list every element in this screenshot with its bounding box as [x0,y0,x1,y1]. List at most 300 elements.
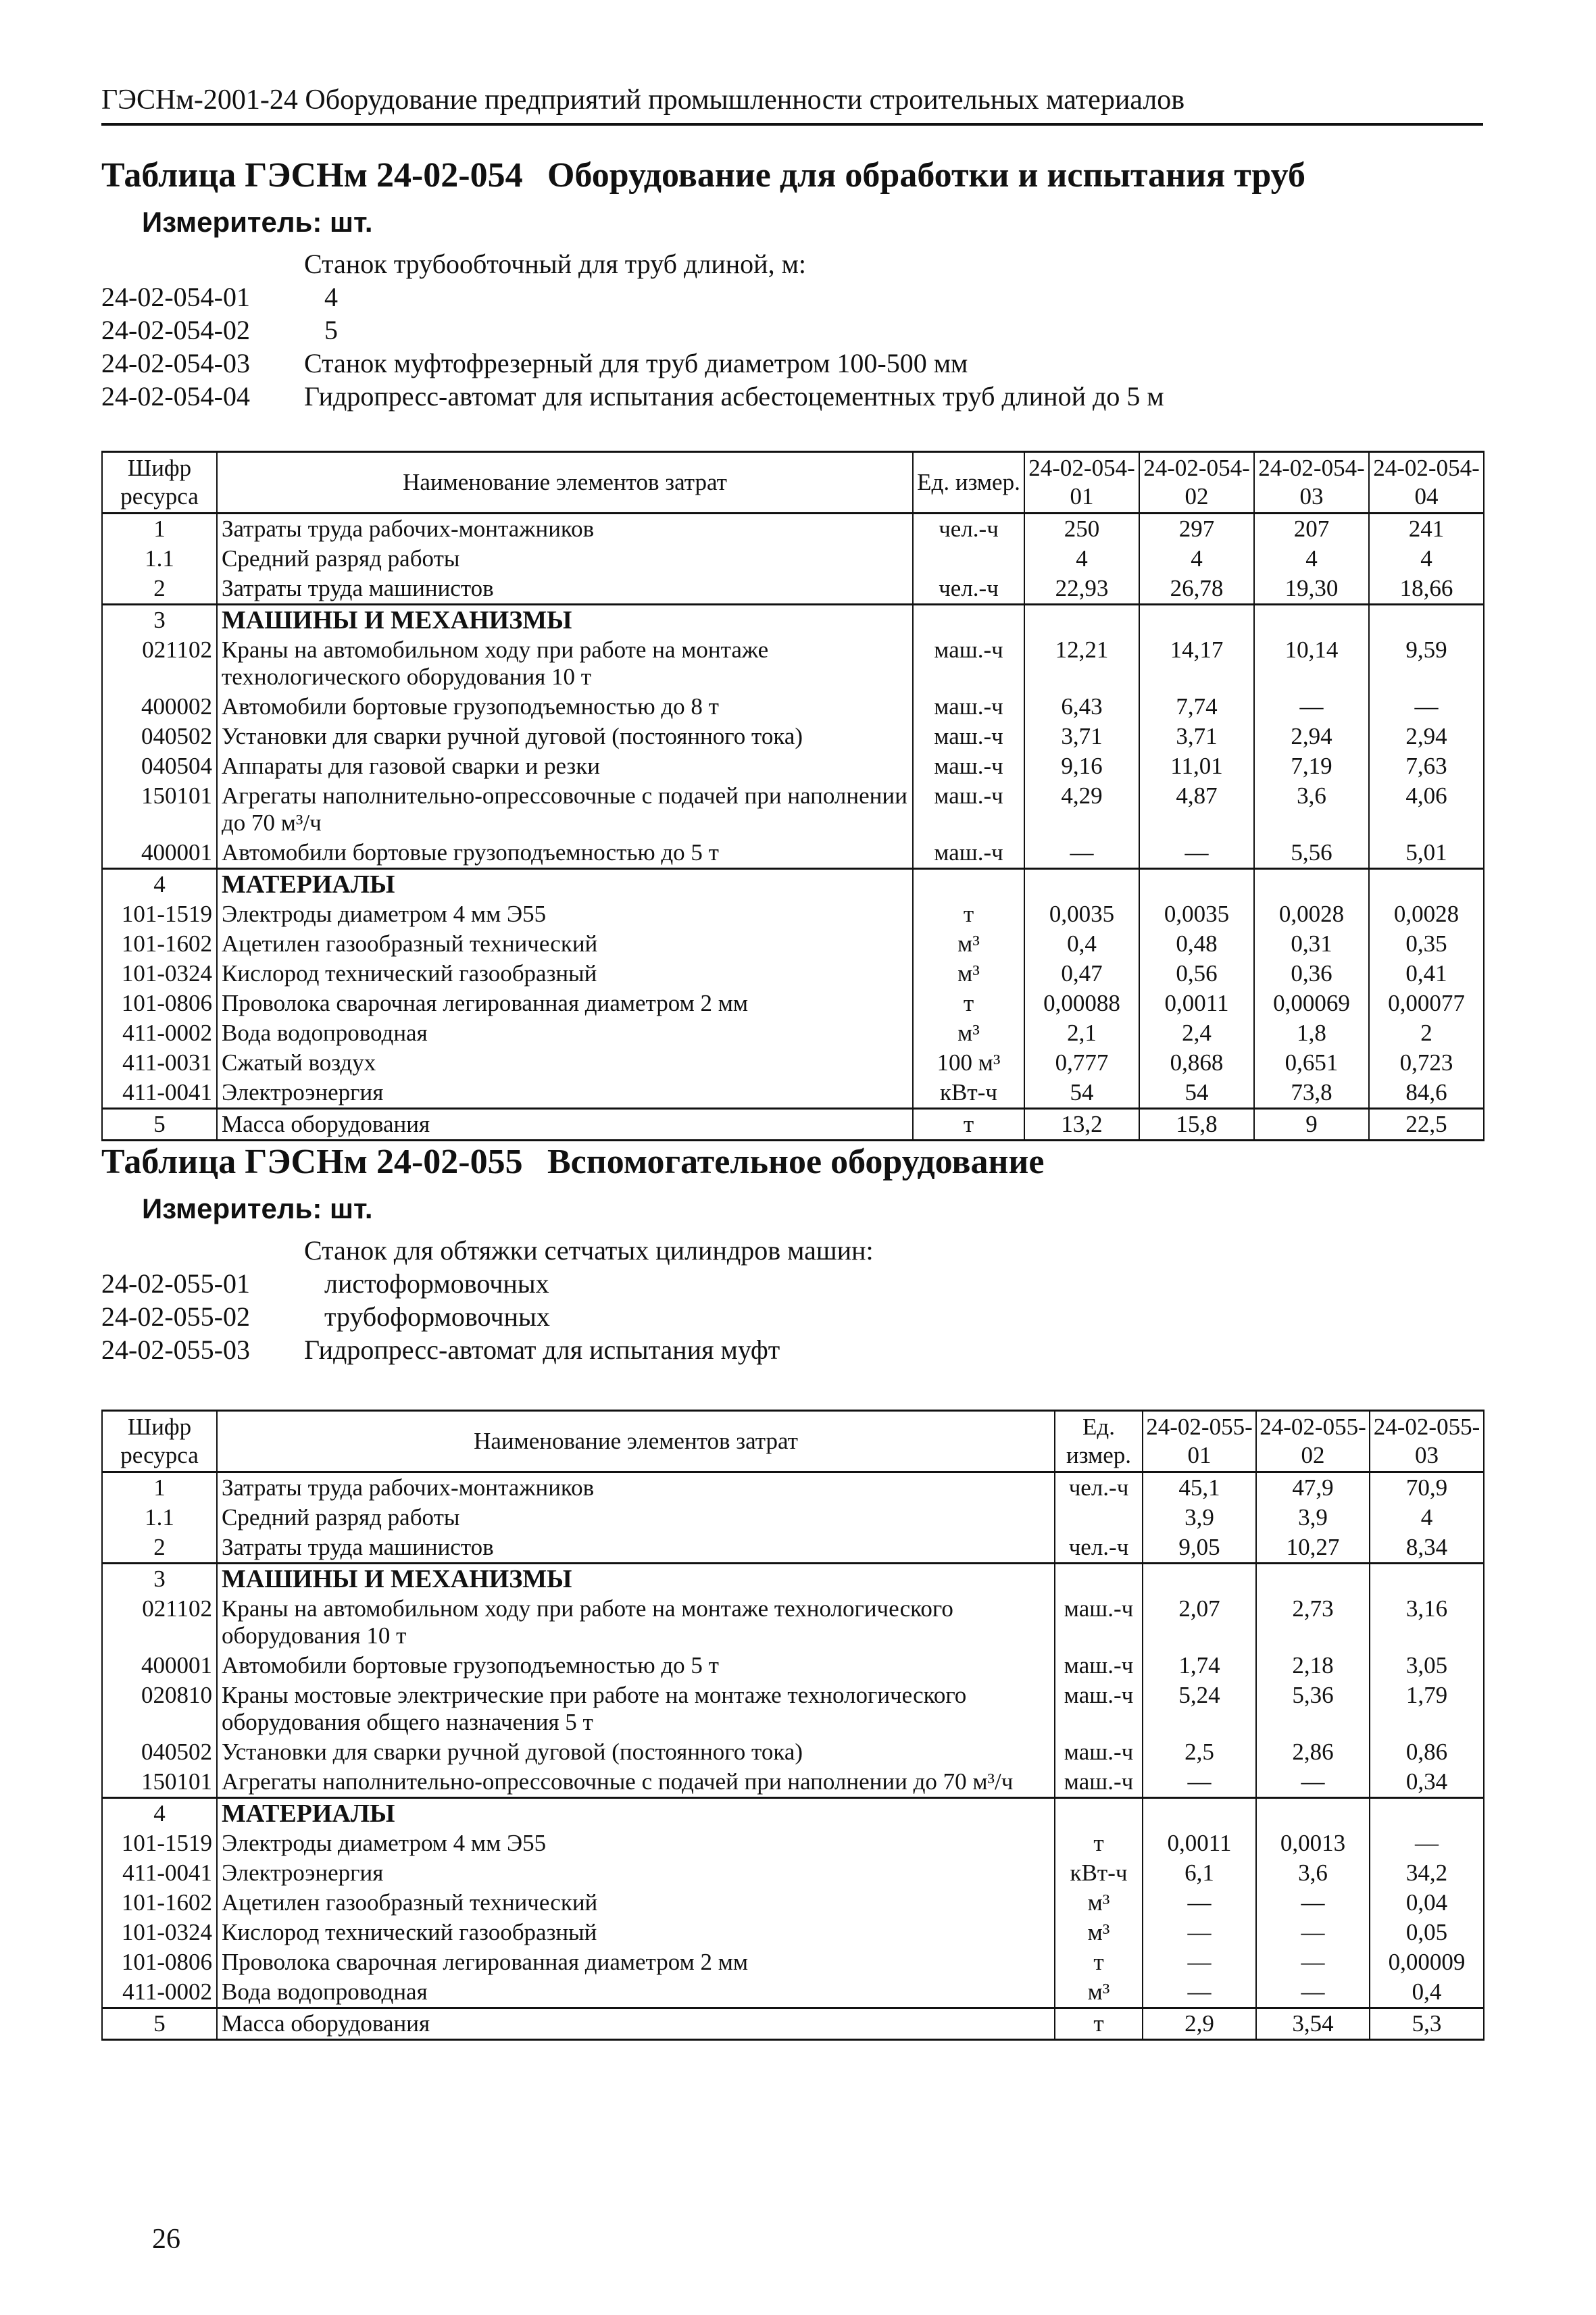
unit-of-measure: м³ [1055,1918,1143,1947]
norm-value: 2,18 [1256,1651,1370,1681]
variant-list [101,1234,1483,1366]
cost-element-name: Краны на автомобильном ходу при работе на монтаже технологического оборудования 10 т [217,1594,1055,1651]
variant-row [101,1333,1483,1366]
unit-line: Измеритель: шт. [142,1193,373,1224]
norm-value: 26,78 [1139,574,1254,605]
table-row [102,989,1484,1018]
cost-element-name: Автомобили бортовые грузоподъемностью до 5 т [217,1651,1055,1681]
norm-value: — [1370,1828,1484,1858]
resource-code: 1 [102,514,217,545]
norm-value: 2,73 [1256,1594,1370,1651]
cost-element-name: Автомобили бортовые грузоподъемностью до 5 т [217,838,913,869]
resource-code: 411-0041 [102,1078,217,1109]
cost-element-name: Вода водопроводная [217,1018,913,1048]
section-table-055 [101,1135,1483,2041]
unit-of-measure: т [1055,1828,1143,1858]
cost-table-055 [101,1410,1485,2041]
norm-value: 0,31 [1254,929,1369,959]
variant-text: Станок для обтяжки сетчатых цилиндров машин: [304,1235,874,1266]
norm-value [1256,1798,1370,1829]
resource-code: 1.1 [102,544,217,574]
cost-element-name: Электроэнергия [217,1858,1055,1888]
unit-of-measure [913,869,1024,900]
table-row [102,1472,1484,1503]
resource-code: 020810 [102,1681,217,1737]
norm-value: 11,01 [1139,751,1254,781]
resource-code: 400002 [102,692,217,722]
norm-value: — [1256,1767,1370,1798]
resource-code: 101-0806 [102,989,217,1018]
norm-value: — [1143,1947,1256,1977]
norm-value [1254,605,1369,636]
variant-row [101,1234,1483,1267]
unit-of-measure: т [913,989,1024,1018]
norm-value: 47,9 [1256,1472,1370,1503]
norm-value [1370,1798,1484,1829]
col-header-variant: 24-02-055-03 [1370,1411,1484,1472]
norm-value [1139,869,1254,900]
table-row [102,1594,1484,1651]
norm-value: 2,9 [1143,2008,1256,2040]
norm-value: 3,9 [1256,1503,1370,1533]
norm-value: 2,94 [1369,722,1484,751]
table-row [102,2008,1484,2040]
norm-value: 22,93 [1024,574,1139,605]
unit-of-measure: маш.-ч [913,692,1024,722]
cost-element-name: Ацетилен газообразный технический [217,929,913,959]
table-code-title: Таблица ГЭСНм 24-02-055 [101,1143,523,1181]
norm-value: 0,0013 [1256,1828,1370,1858]
norm-value [1256,1564,1370,1595]
norm-value: 2,86 [1256,1737,1370,1767]
table-row [102,959,1484,989]
cost-element-name: Установки для сварки ручной дуговой (постоянного тока) [217,722,913,751]
norm-value: 0,868 [1139,1048,1254,1078]
table-code-title: Таблица ГЭСНм 24-02-054 [101,156,523,195]
cost-element-name: Кислород технический газообразный [217,1918,1055,1947]
unit-of-measure [913,605,1024,636]
resource-code: 2 [102,1533,217,1564]
cost-element-name: МАТЕРИАЛЫ [217,869,913,900]
table-row [102,1018,1484,1048]
norm-value: 1,79 [1370,1681,1484,1737]
table-body [102,514,1484,1141]
unit-of-measure: маш.-ч [913,722,1024,751]
norm-value: — [1256,1977,1370,2008]
variant-text: Гидропресс-автомат для испытания муфт [304,1335,780,1365]
section-table-054 [101,149,1483,1141]
unit-of-measure: маш.-ч [1055,1681,1143,1737]
cost-element-name: МАТЕРИАЛЫ [217,1798,1055,1829]
col-header-variant: 24-02-055-02 [1256,1411,1370,1472]
table-row [102,929,1484,959]
col-header-variant: 24-02-055-01 [1143,1411,1256,1472]
norm-value: 2,1 [1024,1018,1139,1048]
resource-code: 4 [102,1798,217,1829]
variant-row [101,380,1483,413]
norm-value: 0,0035 [1139,899,1254,929]
col-header-variant: 24-02-054-02 [1139,452,1254,514]
norm-value: 0,0028 [1369,899,1484,929]
norm-value: 7,74 [1139,692,1254,722]
norm-value: 241 [1369,514,1484,545]
table-row [102,1888,1484,1918]
col-header-variant: 24-02-054-01 [1024,452,1139,514]
norm-value: 0,00077 [1369,989,1484,1018]
variant-row [101,280,1483,314]
unit-of-measure: маш.-ч [1055,1594,1143,1651]
resource-code: 021102 [102,1594,217,1651]
norm-value: 2,4 [1139,1018,1254,1048]
norm-value: 4 [1024,544,1139,574]
variant-row [101,1300,1483,1333]
resource-code: 101-1602 [102,929,217,959]
cost-element-name: Краны мостовые электрические при работе на монтаже технологического оборудования общего назначения 5 т [217,1681,1055,1737]
norm-value: — [1143,1977,1256,2008]
resource-code: 3 [102,605,217,636]
norm-value: 0,47 [1024,959,1139,989]
cost-element-name: Агрегаты наполнительно-опрессовочные с подачей при наполнении до 70 м³/ч [217,1767,1055,1798]
norm-value [1143,1798,1256,1829]
resource-code: 5 [102,2008,217,2040]
variant-code [101,247,304,280]
variant-code: 24-02-055-02 [101,1301,250,1332]
variant-row [101,347,1483,380]
resource-code: 1.1 [102,1503,217,1533]
col-header-name: Наименование элементов затрат [217,452,913,514]
variant-code: 24-02-055-01 [101,1268,250,1299]
table-row [102,1048,1484,1078]
table-title [101,149,1483,203]
table-row [102,781,1484,838]
unit-of-measure [1055,1564,1143,1595]
table-row [102,899,1484,929]
norm-value [1024,605,1139,636]
unit-line: Измеритель: шт. [142,206,373,238]
cost-element-name: Вода водопроводная [217,1977,1055,2008]
norm-value: 0,0011 [1139,989,1254,1018]
norm-value: — [1024,838,1139,869]
col-header-unit: Ед. измер. [913,452,1024,514]
norm-value: 19,30 [1254,574,1369,605]
norm-value: 207 [1254,514,1369,545]
table-row [102,1651,1484,1681]
table-row [102,1977,1484,2008]
cost-element-name: Электроды диаметром 4 мм Э55 [217,899,913,929]
norm-value: 18,66 [1369,574,1484,605]
norm-value: 0,48 [1139,929,1254,959]
norm-value: 54 [1024,1078,1139,1109]
norm-value: 2,94 [1254,722,1369,751]
table-row [102,1798,1484,1829]
resource-code: 400001 [102,1651,217,1681]
unit-of-measure: маш.-ч [913,781,1024,838]
norm-value: 3,54 [1256,2008,1370,2040]
variant-list [101,247,1483,413]
unit-of-measure: м³ [913,959,1024,989]
norm-value: 297 [1139,514,1254,545]
norm-value: 0,04 [1370,1888,1484,1918]
norm-value: 0,86 [1370,1737,1484,1767]
norm-value: 5,56 [1254,838,1369,869]
unit-of-measure: чел.-ч [1055,1472,1143,1503]
norm-value: 34,2 [1370,1858,1484,1888]
table-row [102,635,1484,692]
norm-value: 0,41 [1369,959,1484,989]
col-header-variant: 24-02-054-04 [1369,452,1484,514]
norm-value: 0,723 [1369,1048,1484,1078]
norm-value: 0,36 [1254,959,1369,989]
table-row [102,544,1484,574]
unit-of-measure: чел.-ч [913,574,1024,605]
unit-of-measure: м³ [1055,1977,1143,2008]
norm-value: 0,35 [1369,929,1484,959]
norm-value: 0,651 [1254,1048,1369,1078]
cost-element-name: Затраты труда машинистов [217,574,913,605]
variant-row [101,247,1483,280]
cost-element-name: Установки для сварки ручной дуговой (постоянного тока) [217,1737,1055,1767]
norm-value: 4 [1254,544,1369,574]
cost-element-name: Средний разряд работы [217,1503,1055,1533]
norm-value: 9,05 [1143,1533,1256,1564]
norm-value [1370,1564,1484,1595]
variant-code: 24-02-054-02 [101,315,250,345]
unit-of-measure: т [1055,1947,1143,1977]
resource-code: 101-0324 [102,1918,217,1947]
norm-value: 9,59 [1369,635,1484,692]
norm-value: 3,71 [1024,722,1139,751]
norm-value: 0,00069 [1254,989,1369,1018]
unit-of-measure: маш.-ч [1055,1651,1143,1681]
norm-value: 0,777 [1024,1048,1139,1078]
resource-code: 411-0041 [102,1858,217,1888]
norm-value: 0,05 [1370,1918,1484,1947]
norm-value: 10,27 [1256,1533,1370,1564]
norm-value: — [1256,1888,1370,1918]
norm-value: 4 [1369,544,1484,574]
norm-value: 15,8 [1139,1109,1254,1141]
unit-of-measure: маш.-ч [1055,1767,1143,1798]
norm-value: 3,71 [1139,722,1254,751]
table-row [102,1564,1484,1595]
norm-value: 9,16 [1024,751,1139,781]
table-row [102,838,1484,869]
norm-value: 0,4 [1370,1977,1484,2008]
table-row [102,574,1484,605]
table-row [102,1503,1484,1533]
table-row [102,1918,1484,1947]
unit-of-measure [1055,1503,1143,1533]
unit-of-measure: маш.-ч [913,635,1024,692]
table-row [102,722,1484,751]
norm-value: 1,74 [1143,1651,1256,1681]
cost-table-054 [101,451,1485,1141]
unit-of-measure: чел.-ч [913,514,1024,545]
variant-code: 24-02-054-04 [101,381,250,412]
cost-element-name: Кислород технический газообразный [217,959,913,989]
variant-code: 24-02-054-03 [101,348,250,378]
variant-text: листоформовочных [324,1268,549,1299]
norm-value: 3,9 [1143,1503,1256,1533]
norm-value: 4,06 [1369,781,1484,838]
unit-of-measure: т [913,1109,1024,1141]
table-row [102,1078,1484,1109]
norm-value: 0,0011 [1143,1828,1256,1858]
unit-of-measure: маш.-ч [913,838,1024,869]
norm-value: 9 [1254,1109,1369,1141]
norm-value: — [1139,838,1254,869]
cost-element-name: Затраты труда рабочих-монтажников [217,1472,1055,1503]
table-row [102,1533,1484,1564]
unit-of-measure: маш.-ч [913,751,1024,781]
unit-of-measure: чел.-ч [1055,1533,1143,1564]
cost-element-name: МАШИНЫ И МЕХАНИЗМЫ [217,605,913,636]
norm-value: 10,14 [1254,635,1369,692]
table-row [102,1858,1484,1888]
table-body [102,1472,1484,2040]
resource-code: 101-1519 [102,899,217,929]
unit-of-measure [1055,1798,1143,1829]
norm-value: 3,6 [1256,1858,1370,1888]
cost-element-name: Средний разряд работы [217,544,913,574]
unit-of-measure: кВт-ч [1055,1858,1143,1888]
resource-code: 411-0002 [102,1977,217,2008]
cost-element-name: Ацетилен газообразный технический [217,1888,1055,1918]
norm-value: 4,29 [1024,781,1139,838]
norm-value: 73,8 [1254,1078,1369,1109]
norm-value: 5,01 [1369,838,1484,869]
norm-value: 5,3 [1370,2008,1484,2040]
resource-code: 2 [102,574,217,605]
norm-value: 7,63 [1369,751,1484,781]
table-row [102,869,1484,900]
variant-text: 4 [324,282,338,312]
cost-element-name: Электроэнергия [217,1078,913,1109]
norm-value: 14,17 [1139,635,1254,692]
cost-element-name: Краны на автомобильном ходу при работе на монтаже технологического оборудования 10 т [217,635,913,692]
unit-of-measure: 100 м³ [913,1048,1024,1078]
cost-element-name: Проволока сварочная легированная диаметром 2 мм [217,989,913,1018]
cost-element-name: Масса оборудования [217,1109,913,1141]
resource-code: 040504 [102,751,217,781]
norm-value: — [1256,1918,1370,1947]
cost-element-name: Масса оборудования [217,2008,1055,2040]
table-row [102,1828,1484,1858]
norm-value: 6,43 [1024,692,1139,722]
norm-value: 0,0028 [1254,899,1369,929]
col-header-code: Шифр ресурса [102,452,217,514]
norm-value: 3,6 [1254,781,1369,838]
norm-value: 84,6 [1369,1078,1484,1109]
norm-value: 5,36 [1256,1681,1370,1737]
cost-element-name: Затраты труда рабочих-монтажников [217,514,913,545]
variant-code [101,1234,304,1267]
table-name-title: Вспомогательное оборудование [547,1143,1045,1181]
norm-value: 8,34 [1370,1533,1484,1564]
col-header-variant: 24-02-054-03 [1254,452,1369,514]
norm-value: 0,0035 [1024,899,1139,929]
table-row [102,1767,1484,1798]
norm-value: 0,4 [1024,929,1139,959]
norm-value: — [1143,1767,1256,1798]
cost-element-name: Электроды диаметром 4 мм Э55 [217,1828,1055,1858]
variant-code: 24-02-054-01 [101,282,250,312]
unit-of-measure: т [913,899,1024,929]
resource-code: 040502 [102,722,217,751]
variant-text: Гидропресс-автомат для испытания асбестоцементных труб длиной до 5 м [304,381,1164,412]
norm-value: 1,8 [1254,1018,1369,1048]
norm-value: 250 [1024,514,1139,545]
norm-value [1369,605,1484,636]
norm-value: 5,24 [1143,1681,1256,1737]
unit-of-measure: кВт-ч [913,1078,1024,1109]
resource-code: 400001 [102,838,217,869]
cost-element-name: Сжатый воздух [217,1048,913,1078]
norm-value: — [1143,1918,1256,1947]
resource-code: 101-0324 [102,959,217,989]
norm-value: 0,00088 [1024,989,1139,1018]
norm-value [1254,869,1369,900]
table-row [102,1737,1484,1767]
norm-value: 4 [1139,544,1254,574]
unit-of-measure: м³ [913,1018,1024,1048]
norm-value: 54 [1139,1078,1254,1109]
norm-value: — [1369,692,1484,722]
page-number: 26 [152,2224,180,2255]
table-row [102,514,1484,545]
norm-value: 13,2 [1024,1109,1139,1141]
cost-element-name: Затраты труда машинистов [217,1533,1055,1564]
table-name-title: Оборудование для обработки и испытания труб [547,156,1305,195]
resource-code: 3 [102,1564,217,1595]
norm-value: 2,5 [1143,1737,1256,1767]
resource-code: 021102 [102,635,217,692]
table-title [101,1135,1483,1189]
table-row [102,605,1484,636]
norm-value: 0,34 [1370,1767,1484,1798]
unit-of-measure: т [1055,2008,1143,2040]
variant-text: Станок муфтофрезерный для труб диаметром 100-500 мм [304,348,968,378]
resource-code: 101-0806 [102,1947,217,1977]
resource-code: 1 [102,1472,217,1503]
resource-code: 040502 [102,1737,217,1767]
unit-of-measure [913,544,1024,574]
norm-value: 7,19 [1254,751,1369,781]
norm-value: 22,5 [1369,1109,1484,1141]
variant-code: 24-02-055-03 [101,1335,250,1365]
cost-element-name: Автомобили бортовые грузоподъемностью до 8 т [217,692,913,722]
norm-value: — [1143,1888,1256,1918]
col-header-unit: Ед. измер. [1055,1411,1143,1472]
table-row [102,751,1484,781]
variant-row [101,314,1483,347]
resource-code: 5 [102,1109,217,1141]
norm-value [1024,869,1139,900]
col-header-name: Наименование элементов затрат [217,1411,1055,1472]
norm-value: 45,1 [1143,1472,1256,1503]
norm-value: 0,00009 [1370,1947,1484,1977]
unit-of-measure: м³ [1055,1888,1143,1918]
resource-code: 411-0031 [102,1048,217,1078]
norm-value [1369,869,1484,900]
cost-element-name: МАШИНЫ И МЕХАНИЗМЫ [217,1564,1055,1595]
norm-value: 70,9 [1370,1472,1484,1503]
variant-text: трубоформовочных [324,1301,550,1332]
table-row [102,1681,1484,1737]
norm-value: 2,07 [1143,1594,1256,1651]
norm-value: 2 [1369,1018,1484,1048]
resource-code: 101-1519 [102,1828,217,1858]
